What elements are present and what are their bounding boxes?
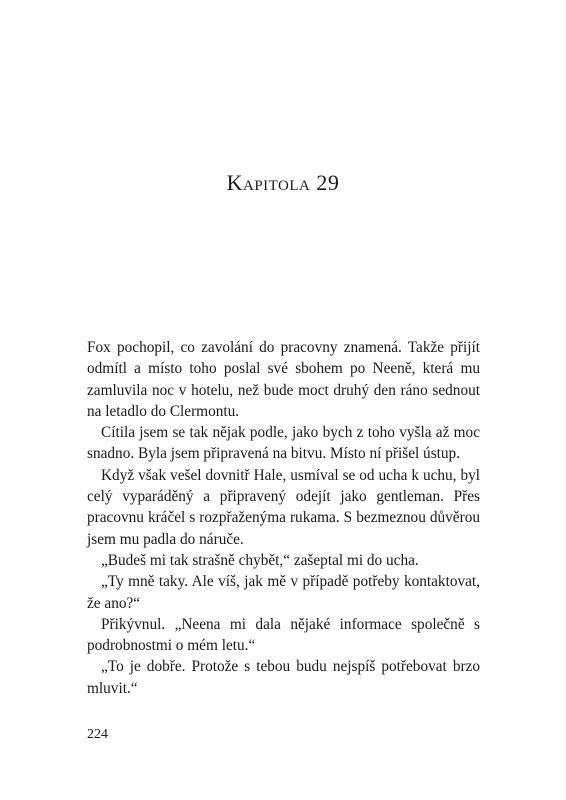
paragraph-3: Když však vešel dovnitř Hale, usmíval se od ucha k uchu, byl celý vyparáděný a připravený odejít jako gentleman. Přes pracovnu kráčel s rozpřaženýma rukama. S bezmeznou důvěrou jsem mu padla do náruče.: [87, 466, 480, 548]
paragraph-4: „Budeš mi tak strašně chybět,“ zašeptal mi do ucha.: [101, 551, 419, 569]
chapter-title: Kapitola 29: [226, 170, 340, 195]
paragraph-5: „Ty mně taky. Ale víš, jak mě v případě potřeby kontaktovat, že ano?“: [87, 573, 480, 612]
paragraph-1: Fox pochopil, co zavolání do pracovny znamená. Takže přijít odmítl a místo toho poslal své sbohem po Neeně, která mu zamluvila noc v hotelu, než bude moct druhý den ráno sednout na letadlo do Clermontu.: [87, 339, 480, 420]
paragraph-6: Přikývnul. „Neena mi dala nějaké informace společně s podrobnostmi o mém letu.“: [87, 615, 480, 655]
paragraph-2: Cítila jsem se tak nějak podle, jako bych z toho vyšla až moc snadno. Byla jsem připravená na bitvu. Místo ní přišel ústup.: [87, 424, 480, 463]
page-number: 224: [87, 727, 108, 742]
chapter-body: [87, 337, 480, 699]
paragraph-7: „To je dobře. Protože s tebou budu nejspíš potřebovat brzo mluvit.“: [87, 658, 480, 697]
